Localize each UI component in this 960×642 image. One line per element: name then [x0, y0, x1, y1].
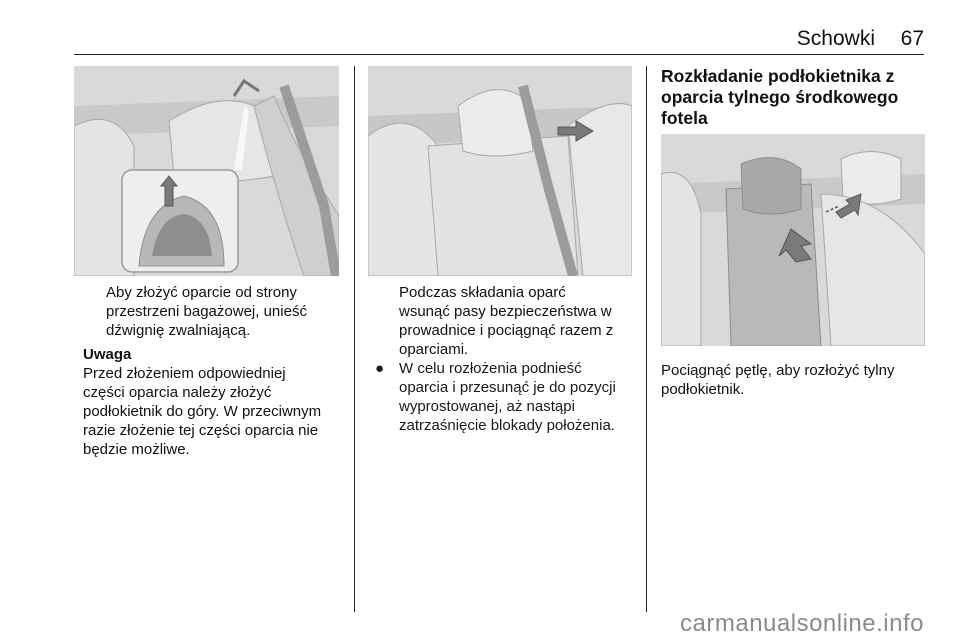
section-title-line: oparcia tylnego środkowego	[661, 87, 899, 107]
bullet-item-unfold	[375, 359, 640, 435]
caption-line: Podczas składania oparć	[399, 284, 566, 301]
section-title-armrest	[661, 66, 931, 129]
watermark-text: carmanualsonline.info	[680, 610, 924, 637]
bullet-line: oparcia i przesunąć je do pozycji	[399, 379, 616, 396]
bullet-line: wyprostowanej, aż nastąpi	[399, 398, 575, 415]
page-header-title: Schowki	[796, 27, 875, 50]
note-block	[83, 345, 348, 459]
note-title: Uwaga	[83, 346, 132, 363]
figure-rear-armrest	[661, 134, 925, 346]
figure-seat-belt-guide	[368, 66, 632, 276]
caption-armrest	[661, 361, 936, 399]
bullet-dot-icon: ●	[375, 360, 385, 377]
caption-line: Pociągnąć pętlę, aby rozłożyć tylny	[661, 362, 895, 379]
note-line: podłokietnik do góry. W przeciwnym	[83, 403, 322, 420]
caption-line: podłokietnik.	[661, 381, 745, 398]
figure-seat-release-lever	[74, 66, 339, 276]
page-number: 67	[900, 27, 924, 50]
caption-text: Aby złożyć oparcie od strony przestrzeni bagażowej, unieść dźwignię zwalniającą.	[106, 284, 307, 339]
caption-seat-release	[106, 283, 346, 340]
note-line: Przed złożeniem odpowiedniej	[83, 365, 286, 382]
caption-line: prowadnice i pociągnąć razem z	[399, 322, 614, 339]
caption-line: wsunąć pasy bezpieczeństwa w	[399, 303, 612, 320]
column-divider-2	[646, 66, 647, 612]
note-line: będzie możliwe.	[83, 441, 190, 458]
header-rule	[74, 54, 924, 55]
note-line: razie złożenie tej części oparcia nie	[83, 422, 319, 439]
section-title-line: fotela	[661, 108, 708, 128]
bullet-line: W celu rozłożenia podnieść	[399, 360, 582, 377]
column-divider-1	[354, 66, 355, 612]
section-title-line: Rozkładanie podłokietnika z	[661, 66, 895, 86]
bullet-line: zatrzaśnięcie blokady położenia.	[399, 417, 615, 434]
caption-seat-belt	[399, 283, 639, 359]
caption-line: oparciami.	[399, 341, 469, 358]
note-line: części oparcia należy złożyć	[83, 384, 272, 401]
